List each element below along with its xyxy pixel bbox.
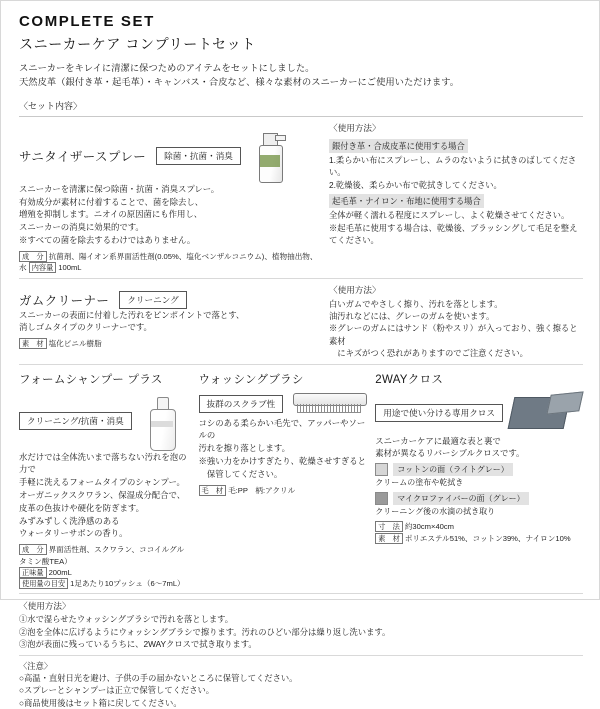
- cloth-tag-row: [375, 391, 583, 435]
- lead-line-1: スニーカーをキレイに清潔に保つためのアイテムをセットにしました。: [19, 63, 315, 73]
- cloth-desc-2: 素材が異なるリバーシブルクロスです。: [375, 448, 525, 459]
- sanitizer-name: サニタイザースプレー: [19, 149, 147, 164]
- howto-block: [19, 600, 583, 650]
- sanitizer-usage-note: ※起毛革に使用する場合は、乾燥後、ブラッシングして毛足を整えてください。: [329, 222, 578, 245]
- swatch-color-light: [375, 463, 388, 476]
- gum-usage-steps: [329, 298, 583, 360]
- sanitizer-spec-value: 抗菌剤、陽イオン系界面活性剤(0.05%、塩化ベンザルコニウム)、植物抽出物、水: [19, 251, 318, 273]
- gum-spec: [19, 338, 319, 349]
- foam-tag-row: [19, 391, 191, 451]
- foam-desc-4: 皮革の色抜けや硬化を防ぎます。: [19, 502, 144, 513]
- sanitizer-spec: [19, 251, 319, 274]
- divider-2: [19, 278, 583, 279]
- sanitizer-desc-3: 増殖を抑制します。ニオイの原因菌にも作用し、: [19, 209, 203, 220]
- cloth-swatch-2: [375, 492, 583, 518]
- foam-desc-6: ウォータリーサボンの香り。: [19, 528, 128, 539]
- sanitizer-spec-value-2: 100mL: [58, 263, 82, 273]
- cloth-spec-key-2: 素 材: [375, 533, 403, 544]
- divider-4: [19, 593, 583, 594]
- sanitizer-spec-key-2: 内容量: [29, 262, 57, 273]
- howto-title: 〈使用方法〉: [19, 601, 71, 612]
- sanitizer-usage-highlight-1: 銀付き革・合成皮革に使用する場合: [329, 139, 468, 153]
- page-title: [19, 13, 583, 54]
- note-2: ○スプレーとシャンプーは正立で保管してください。: [19, 685, 215, 696]
- foam-spec-key-3: 使用量の目安: [19, 578, 68, 589]
- lead-line-2: 天然皮革（銀付き革・起毛革）・キャンバス・合皮など、様々な素材のスニーカーにご使用いただけます。: [19, 77, 460, 88]
- gum-name: ガムクリーナー: [19, 293, 110, 308]
- foam-spec-value: 界面活性剤、スクワラン、ココイルグルタミン酸TEA）: [19, 545, 185, 566]
- swatch-label-light: コットンの面（ライトグレー）: [393, 463, 512, 476]
- cloth-name: 2WAYクロス: [375, 373, 444, 386]
- divider-1: [19, 116, 583, 117]
- foam-spec-value-3: 1足あたり10プッシュ（6〜7mL）: [70, 578, 185, 588]
- sanitizer-spec-key: 成 分: [19, 251, 47, 262]
- foam-spec-value-2: 200mL: [48, 567, 72, 577]
- cloth-spec: [375, 521, 583, 544]
- two-way-cloth-icon: [509, 391, 583, 435]
- brush-desc-4: 保管してください。: [198, 468, 283, 479]
- section-foam-shampoo: [19, 371, 191, 590]
- cloth-spec-value-2: ポリエステル51%、コットン39%、ナイロン10%: [404, 533, 571, 543]
- sanitizer-usage-2: 2.乾燥後、柔らかい布で乾拭きしてください。: [329, 179, 502, 190]
- gum-usage-title: 〈使用方法〉: [329, 284, 381, 295]
- brush-desc-1: コシのある柔らかい毛先で、アッパーやソールの: [198, 417, 366, 441]
- cloth-swatch-1: [375, 463, 583, 489]
- section-two-way-cloth: [375, 371, 583, 590]
- brush-desc-2: 汚れを擦り落とします。: [198, 443, 290, 454]
- gum-desc-2: 消しゴムタイプのクリーナーです。: [19, 322, 152, 333]
- brush-tag: 抜群のスクラブ性: [199, 395, 284, 413]
- note-1: ○高温・直射日光を避け、子供の手の届かないところに保管してください。: [19, 673, 298, 684]
- gum-description: [19, 309, 319, 335]
- notes-block: [19, 660, 583, 709]
- sanitizer-usage-highlight-2: 起毛革・ナイロン・布地に使用する場合: [329, 194, 484, 208]
- swatch-note-light: クリームの塗布や乾拭き: [375, 478, 464, 488]
- gum-tag: クリーニング: [119, 291, 186, 309]
- brush-spec-value: 毛:PP 柄:アクリル: [228, 485, 296, 495]
- sanitizer-heading: [19, 129, 319, 183]
- gum-spec-key: 素 材: [19, 338, 47, 349]
- brush-description: [199, 417, 368, 481]
- gum-spec-value: 塩化ビニル樹脂: [48, 339, 102, 349]
- divider-5: [19, 655, 583, 656]
- foam-desc-3: オーガニックスクワラン、保湿成分配合で、: [19, 490, 186, 500]
- brush-tag-row: [199, 391, 368, 417]
- title-japanese: スニーカーケア コンプリートセット: [19, 36, 256, 52]
- foam-spec: [19, 544, 191, 589]
- spray-bottle-icon: [251, 129, 295, 183]
- cloth-spec-value: 約30cm×40cm: [404, 522, 455, 532]
- sanitizer-desc-2: 有効成分が素材に付着することで、菌を除去し、: [19, 196, 204, 207]
- washing-brush-icon: [293, 391, 367, 417]
- brush-spec-key: 毛 材: [199, 485, 227, 496]
- sanitizer-usage-3: 全体が軽く濡れる程度にスプレーし、よく乾燥させてください。: [329, 210, 570, 221]
- foam-description: [19, 451, 191, 540]
- brush-spec: [199, 485, 368, 496]
- divider-3: [19, 364, 583, 365]
- swatch-note-dark: クリーニング後の水滴の拭き取り: [375, 506, 496, 516]
- foam-bottle-icon: [142, 391, 182, 451]
- sanitizer-desc-5: ※すべての菌を除去するわけではありません。: [19, 234, 196, 245]
- sanitizer-description: [19, 183, 319, 247]
- cloth-desc-1: スニーカーケアに最適な表と裏で: [375, 435, 501, 446]
- foam-tag: クリーニング/抗菌・消臭: [19, 412, 132, 430]
- brush-name: ウォッシングブラシ: [198, 373, 304, 386]
- sanitizer-tag: 除菌・抗菌・消臭: [156, 147, 241, 165]
- howto-step-1: ①水で湿らせたウォッシングブラシで汚れを落とします。: [19, 614, 234, 625]
- foam-desc-2: 手軽に洗えるフォームタイプのシャンプー。: [19, 477, 185, 488]
- sanitizer-desc-4: スニーカーの消臭に効果的です。: [19, 222, 144, 233]
- gum-usage-note-2: にキズがつく恐れがありますのでご注意ください。: [329, 348, 528, 359]
- swatch-label-dark: マイクロファイバーの面（グレー）: [393, 492, 528, 505]
- sanitizer-usage-steps-1: [329, 154, 583, 191]
- gum-usage-note-1: ※グレーのガムにはサンド（粉やスリ）が入っており、強く擦ると素材: [329, 323, 578, 346]
- section-washing-brush: [199, 371, 368, 590]
- foam-desc-5: みずみずしく洗浄感のある: [19, 515, 120, 526]
- gum-usage-1: 白いガムでやさしく擦り、汚れを落とします。: [329, 298, 503, 309]
- note-3: ○商品使用後はセット箱に戻してください。: [19, 697, 182, 708]
- gum-heading: [19, 291, 319, 309]
- section-three-products: [19, 371, 583, 590]
- gum-usage-2: 油汚れなどには、グレーのガムを使います。: [329, 310, 495, 321]
- cloth-tag: 用途で使い分ける専用クロス: [375, 404, 503, 422]
- gum-desc-1: スニーカーの表面に付着した汚れをピンポイントで落とす、: [19, 309, 245, 320]
- swatch-color-dark: [375, 492, 388, 505]
- sanitizer-desc-1: スニーカーを清潔に保つ除菌・抗菌・消臭スプレー。: [19, 183, 220, 194]
- section-sanitizer-spray: [19, 122, 583, 274]
- foam-spec-key-2: 正味量: [19, 567, 47, 578]
- section-gum-cleaner: [19, 284, 583, 360]
- set-contents-label: 〈セット内容〉: [19, 100, 83, 111]
- sanitizer-usage-title: 〈使用方法〉: [329, 122, 381, 133]
- brush-desc-3: ※強い力をかけすぎたり、乾燥させすぎると: [198, 456, 366, 466]
- title-english: COMPLETE SET: [19, 13, 155, 30]
- cloth-description: [375, 435, 583, 461]
- cloth-spec-key: 寸 法: [375, 521, 403, 532]
- sanitizer-usage-1: 1.柔らかい布にスプレーし、ムラのないように拭きのばしてください。: [329, 154, 577, 178]
- sanitizer-usage-steps-2: [329, 209, 583, 246]
- howto-step-2: ②泡を全体に広げるようにウォッシングブラシで擦ります。汚れのひどい部分は繰り返し洗います。: [19, 626, 391, 637]
- howto-step-3: ③泡が表面に残っているうちに、2WAYクロスで拭き取ります。: [19, 639, 257, 650]
- notes-title: 〈注意〉: [19, 660, 53, 671]
- foam-name: フォームシャンプー プラス: [19, 373, 163, 386]
- foam-spec-key: 成 分: [19, 544, 47, 555]
- foam-desc-1: 水だけでは全体洗いまで落ちない汚れを泡の力で: [19, 451, 187, 475]
- lead-paragraph: [19, 61, 583, 90]
